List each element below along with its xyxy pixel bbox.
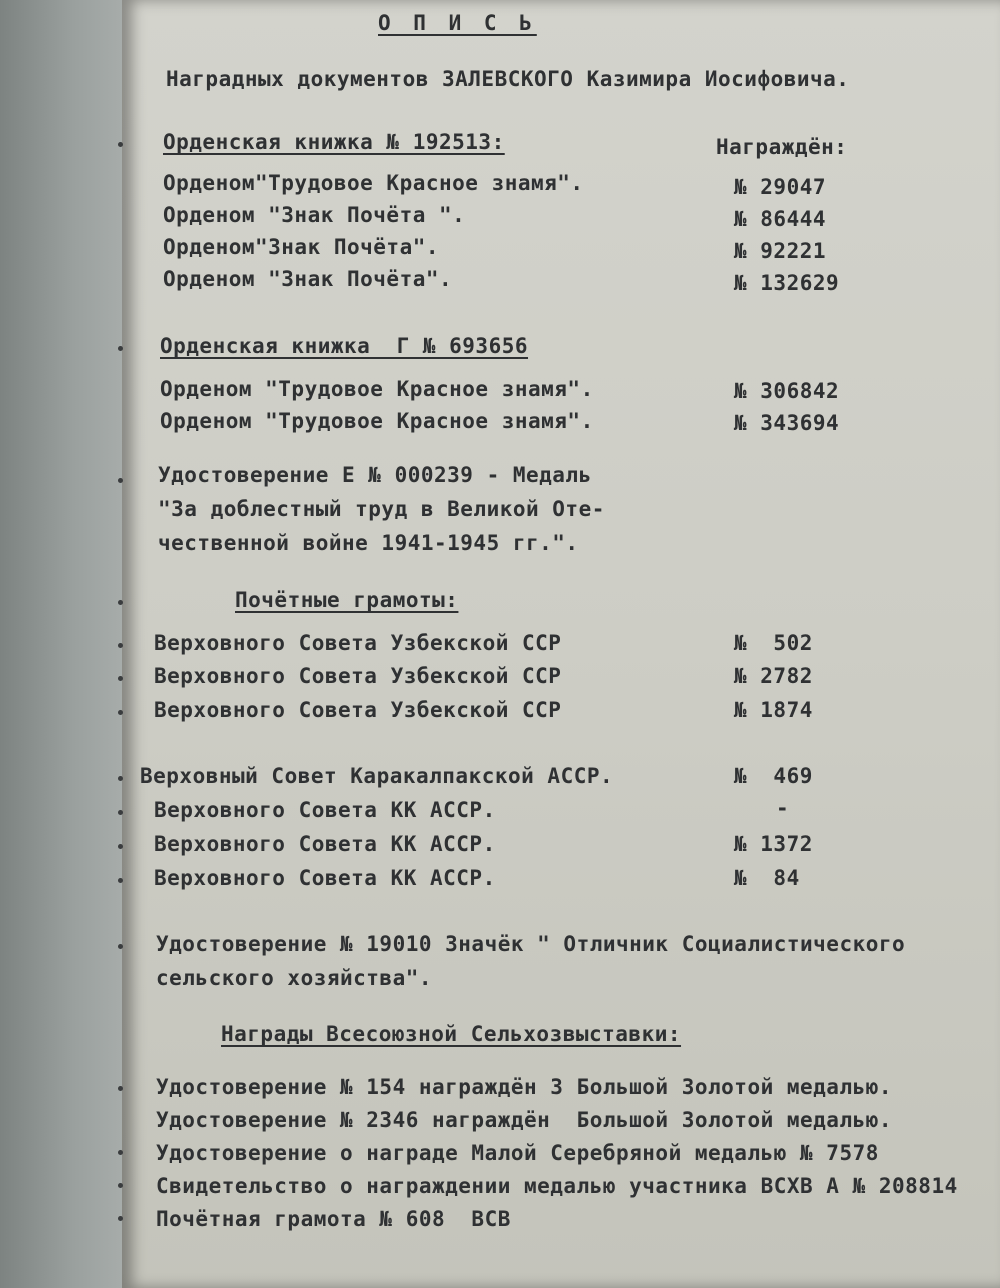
order-item-text: Орденом "Трудовое Красное знамя".	[160, 377, 594, 401]
honor-item-number: № 1874	[734, 698, 813, 722]
honor-item-number: № 1372	[734, 832, 813, 856]
awarded-label: Награждён:	[716, 135, 848, 159]
order-item-number: № 29047	[734, 175, 827, 199]
order-book-1-header: Орденская книжка № 192513:	[163, 130, 505, 154]
document-subtitle: Наградных документов ЗАЛЕВСКОГО Казимира Иосифовича.	[166, 67, 850, 91]
order-item-text: Орденом "Знак Почёта".	[163, 267, 453, 291]
exhibition-award-item: Почётная грамота № 608 ВСВ	[156, 1207, 511, 1231]
binding-hole	[118, 1086, 123, 1091]
honor-item-number: № 2782	[734, 664, 813, 688]
binding-hole	[118, 676, 123, 681]
order-item-number: № 86444	[734, 207, 827, 231]
honor-item-text: Верховного Совета КК АССР.	[154, 866, 496, 890]
binding-hole	[118, 710, 123, 715]
exhibition-award-item: Удостоверение № 154 награждён 3 Большой Золотой медалью.	[156, 1075, 893, 1099]
order-item-number: № 306842	[734, 379, 840, 403]
honor-item-number: № 502	[734, 631, 813, 655]
honor-item-text: Верховного Совета КК АССР.	[154, 798, 496, 822]
exhibition-award-item: Удостоверение о награде Малой Серебряной медалью № 7578	[156, 1141, 879, 1165]
badge-certificate-line: сельского хозяйства".	[156, 966, 433, 990]
honor-item-number: -	[776, 796, 790, 820]
honor-item-text: Верховного Совета Узбекской ССР	[154, 664, 562, 688]
order-item-text: Орденом"Знак Почёта".	[163, 235, 440, 259]
binding-hole	[118, 346, 123, 351]
medal-certificate-line: "За доблестный труд в Великой Оте-	[158, 497, 605, 521]
binding-hole	[118, 1150, 123, 1155]
order-item-number: № 132629	[734, 271, 840, 295]
exhibition-awards-header: Награды Всесоюзной Сельхозвыставки:	[221, 1022, 682, 1046]
honor-item-number: № 469	[734, 764, 813, 788]
medal-certificate-line: чественной войне 1941-1945 гг.".	[158, 531, 579, 555]
order-item-number: № 343694	[734, 411, 840, 435]
honor-item-text: Верховный Совет Каракалпакской АССР.	[140, 764, 614, 788]
order-item-text: Орденом "Знак Почёта ".	[163, 203, 466, 227]
honor-item-text: Верховного Совета КК АССР.	[154, 832, 496, 856]
honor-item-number: № 84	[734, 866, 800, 890]
document-title: О П И С Ь	[378, 11, 537, 35]
binding-hole	[118, 600, 123, 605]
honor-item-text: Верховного Совета Узбекской ССР	[154, 631, 562, 655]
medal-certificate-line: Удостоверение Е № 000239 - Медаль	[158, 463, 592, 487]
order-item-text: Орденом"Трудовое Красное знамя".	[163, 171, 584, 195]
order-item-number: № 92221	[734, 239, 827, 263]
binding-hole	[118, 878, 123, 883]
binding-hole	[118, 1216, 123, 1221]
binding-hole	[118, 142, 123, 147]
order-item-text: Орденом "Трудовое Красное знамя".	[160, 409, 594, 433]
binding-hole	[118, 643, 123, 648]
binding-hole	[118, 478, 123, 483]
badge-certificate-line: Удостоверение № 19010 Значёк " Отличник Социалистического	[156, 932, 906, 956]
facing-page-edge	[0, 0, 122, 1288]
order-book-2-header: Орденская книжка Г № 693656	[160, 334, 529, 358]
binding-hole	[118, 844, 123, 849]
exhibition-award-item: Свидетельство о награждении медалью участника ВСХВ А № 208814	[156, 1174, 958, 1198]
binding-hole	[118, 810, 123, 815]
binding-hole	[118, 1183, 123, 1188]
honor-certificates-header: Почётные грамоты:	[235, 588, 459, 612]
exhibition-award-item: Удостоверение № 2346 награждён Большой Золотой медалью.	[156, 1108, 893, 1132]
binding-hole	[118, 776, 123, 781]
binding-hole	[118, 944, 123, 949]
honor-item-text: Верховного Совета Узбекской ССР	[154, 698, 562, 722]
